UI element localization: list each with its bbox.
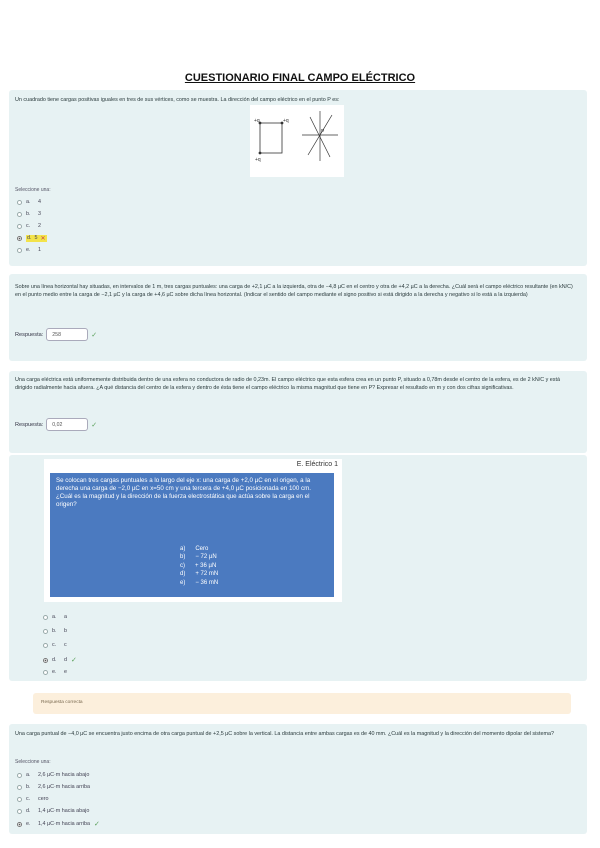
- radio-button-selected[interactable]: [17, 822, 22, 827]
- slide-body: [50, 473, 334, 597]
- question-3-box: [9, 371, 587, 453]
- question-5-option-c[interactable]: [17, 796, 49, 802]
- feedback-correct: Respuesta correcta: [33, 693, 571, 714]
- question-4-slide-image: [44, 459, 342, 602]
- option-letter: d.: [52, 657, 57, 663]
- radio-button[interactable]: [43, 615, 48, 620]
- slide-question-text: Se colocan tres cargas puntuales a lo largo del eje x: una carga de +2,0 µC en el origen, a la derecha una carga de −2,0 µC en x=50 cm y una tercera de +4,0 µC posicionada en 100 cm. ¿Cuál es la magnitud y la dirección de la fuerza electrostática que actúa sobre la carga en el origen?: [56, 477, 311, 508]
- radio-button[interactable]: [17, 785, 22, 790]
- option-text: 5: [34, 235, 38, 241]
- question-2-box: [9, 274, 587, 361]
- figure-charge-label: +q: [283, 118, 289, 124]
- radio-button[interactable]: [17, 248, 22, 253]
- option-text: 1: [38, 247, 41, 253]
- radio-button-selected[interactable]: [43, 658, 48, 663]
- question-1-option-c[interactable]: [17, 223, 41, 229]
- option-letter: b.: [26, 211, 31, 217]
- cross-icon: ✕: [40, 236, 46, 242]
- option-letter: b.: [26, 784, 31, 790]
- radio-button[interactable]: [17, 797, 22, 802]
- radio-button[interactable]: [17, 224, 22, 229]
- check-icon: ✓: [91, 421, 98, 429]
- option-letter: c.: [26, 796, 31, 802]
- option-text: a: [64, 614, 67, 620]
- option-text: 1,4 µC·m hacia abajo: [38, 808, 90, 814]
- option-text: e: [64, 669, 67, 675]
- question-1-option-a[interactable]: [17, 199, 41, 205]
- question-4-option-c[interactable]: [43, 642, 67, 648]
- question-5-select-label: Seleccione una:: [15, 759, 51, 765]
- question-5-box: [9, 724, 587, 834]
- check-icon: ✓: [71, 657, 77, 664]
- option-letter: a.: [26, 772, 31, 778]
- answer-label: Respuesta:: [15, 421, 44, 428]
- option-text: cero: [38, 796, 49, 802]
- question-4-option-e[interactable]: [43, 669, 67, 675]
- radio-button-selected[interactable]: [17, 236, 22, 241]
- answer-input[interactable]: [46, 418, 88, 431]
- slide-options: [180, 545, 218, 587]
- slide-option: b) − 72 µN: [180, 554, 217, 561]
- question-4-option-a[interactable]: [43, 614, 67, 620]
- figure-point-label: P: [321, 129, 325, 135]
- option-text: 4: [38, 199, 41, 205]
- slide-option: d) + 72 mN: [180, 571, 219, 578]
- question-5-option-e[interactable]: [17, 820, 100, 828]
- slide-option: a) Cero: [180, 546, 209, 552]
- option-text: 3: [38, 211, 41, 217]
- radio-button[interactable]: [17, 200, 22, 205]
- question-3-text: Una carga eléctrica está uniformemente distribuida dentro de una esfera no conductora de radio de 0,23m. El campo eléctrico que esta esfera crea en un punto P, situado a 0,78m desde el centro de la esfera, es de 2 kN/C y está dirigido radialmente hacia afuera. ¿A qué distancia del centro de la esfera y dentro de ésta tiene el campo eléctrico la misma magnitud que tiene en P? Expresar el resultado en m y con dos cifras significativas.: [15, 377, 560, 391]
- option-letter: d.: [26, 808, 31, 814]
- square-charges-figure: [250, 105, 344, 177]
- option-text: 2: [38, 223, 41, 229]
- radio-button[interactable]: [17, 212, 22, 217]
- question-1-option-d[interactable]: [17, 235, 47, 242]
- option-text: d: [64, 657, 67, 663]
- radio-button[interactable]: [43, 629, 48, 634]
- question-5-text: Una carga puntual de −4,0 µC se encuentra justo encima de otra carga puntual de +2,5 µC sobre la vertical. La distancia entre ambas cargas es de 40 mm. ¿Cuál es la magnitud y la dirección del momento dipolar del sistema?: [15, 731, 554, 737]
- page-title: CUESTIONARIO FINAL CAMPO ELÉCTRICO: [184, 72, 416, 84]
- option-letter: c.: [26, 223, 31, 229]
- option-text: c: [64, 642, 67, 648]
- slide-header: E. Eléctrico 1: [296, 461, 338, 468]
- option-letter: a.: [52, 614, 57, 620]
- option-letter: d.: [27, 235, 32, 241]
- slide-option: c) + 36 µN: [180, 562, 217, 569]
- figure-charge-label: +q: [255, 157, 261, 163]
- answer-label: Respuesta:: [15, 331, 44, 338]
- option-text: b: [64, 628, 67, 634]
- answer-input[interactable]: [46, 328, 88, 341]
- question-5-option-b[interactable]: [17, 784, 90, 790]
- check-icon: ✓: [93, 821, 100, 828]
- question-4-option-d[interactable]: [43, 656, 77, 664]
- option-text: 2,6 µC·m hacia arriba: [38, 784, 90, 790]
- question-5-option-a[interactable]: [17, 772, 89, 778]
- option-letter: b.: [52, 628, 57, 634]
- option-letter: e.: [52, 669, 57, 675]
- question-4-option-b[interactable]: [43, 628, 67, 634]
- option-text: 1,4 µC·m hacia arriba: [38, 821, 90, 827]
- question-1-option-b[interactable]: [17, 211, 41, 217]
- option-text: 2,6 µC·m hacia abajo: [38, 772, 90, 778]
- question-1-text: Un cuadrado tiene cargas positivas iguales en tres de sus vértices, como se muestra. La dirección del campo eléctrico en el punto P es:: [15, 97, 340, 103]
- option-letter: e.: [26, 821, 31, 827]
- check-icon: ✓: [91, 331, 98, 339]
- radio-button[interactable]: [43, 643, 48, 648]
- question-5-option-d[interactable]: [17, 808, 89, 814]
- question-2-text: Sobre una línea horizontal hay situadas, en intervalos de 1 m, tres cargas puntuales: una carga de +2,1 µC a la izquierda, otra de −4,8 µC en el centro y otra de +4,2 µC a la derecha. ¿Cuál será el campo eléctrico resultante (en kN/C) en el punto medio entre la carga de −2,1 µC y la carga de +4,6 µC sobre dicha línea horizontal. (Indicar el sentido del campo mediante el signo positivo si está dirigido a la derecha y negativo si lo está a la izquierda): [15, 284, 573, 298]
- figure-charge-label: +q: [254, 118, 260, 124]
- radio-button[interactable]: [17, 809, 22, 814]
- option-letter: a.: [26, 199, 31, 205]
- question-1-option-e[interactable]: [17, 247, 41, 253]
- radio-button[interactable]: [43, 670, 48, 675]
- option-letter: c.: [52, 642, 57, 648]
- question-2-answer-row: [15, 328, 97, 341]
- option-letter: e.: [26, 247, 31, 253]
- question-1-select-label: Seleccione una:: [15, 187, 51, 193]
- wrong-answer-highlight: [26, 235, 47, 242]
- radio-button[interactable]: [17, 773, 22, 778]
- question-3-answer-row: [15, 418, 97, 431]
- slide-option: e) − 36 mN: [180, 579, 219, 586]
